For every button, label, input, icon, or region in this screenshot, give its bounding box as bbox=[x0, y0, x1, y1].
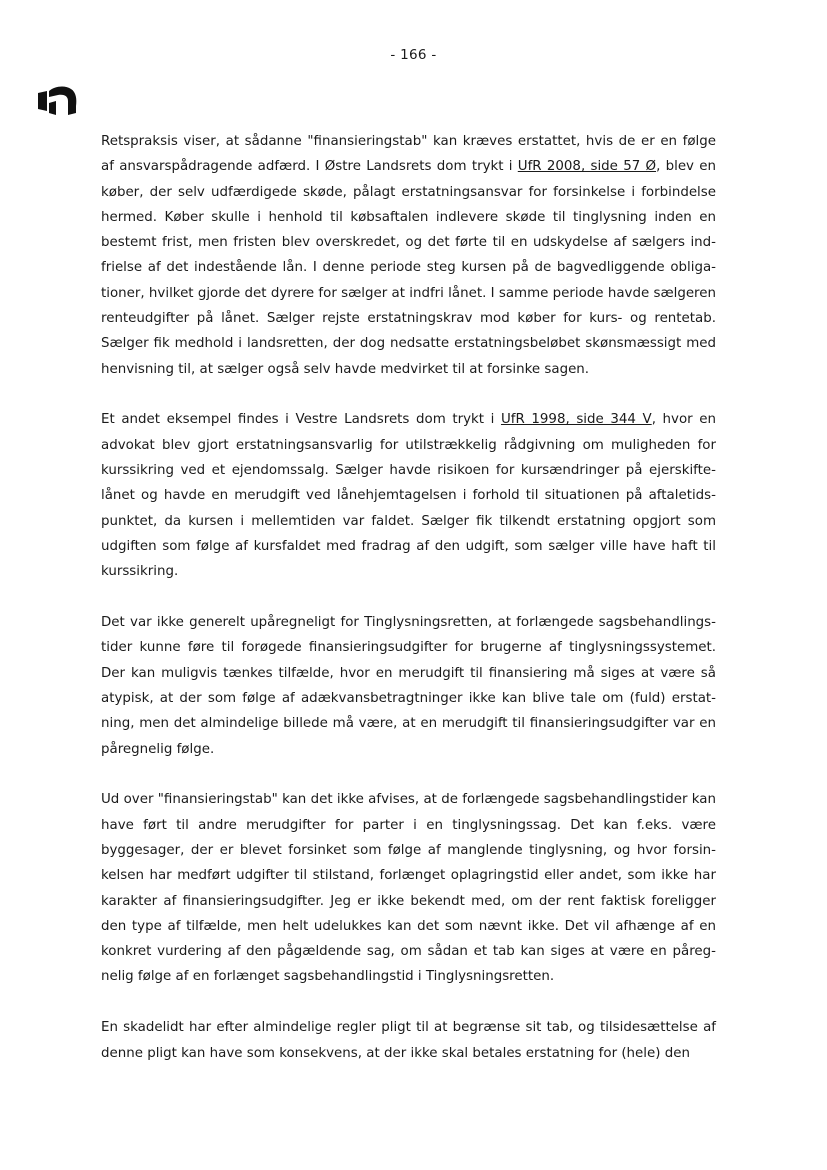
case-reference-link[interactable]: UfR 2008, side 57 Ø bbox=[517, 159, 657, 175]
page-number: - 166 - bbox=[390, 47, 437, 63]
paragraph-text: Det var ikke generelt upåregneligt for Tinglysningsretten, at forlængede sagsbehandlingstider kunne føre til forøgede finansieringsudgifter for brugerne af tinglysningssystemet. Der kan muligvis tænkes tilfælde, hvor en merudgift til finansiering må siges at være så atypisk, at der som følge af adækvansbetragtninger ikke kan blive tale om (fuld) erstatning, men det almindelige billede må være, at en merudgift til finansieringsudgifter var en påregnelig følge. bbox=[101, 615, 716, 757]
case-reference-link[interactable]: UfR 1998, side 344 V bbox=[500, 412, 652, 428]
paragraph-text: Ud over "finansieringstab" kan det ikke afvises, at de forlængede sagsbehandlingstider kan have ført til andre merudgifter for parter i en tinglysningssag. Det kan f.eks. være byggesager, der er blevet forsinket som følge af manglende tinglysning, og hvor forsinkelsen har medført udgifter til stilstand, forlænget oplagringstid eller andet, som ikke har karakter af finansieringsudgifter. Jeg er ikke bekendt med, om der rent faktisk foreligger den type af tilfælde, men helt udelukkes kan det som nævnt ikke. Det vil afhænge af en konkret vurdering af den pågældende sag, om sådan et tab kan siges at være en påregnelig følge af en forlænget sagsbehandlingstid i Tinglysningsretten. bbox=[101, 792, 716, 985]
paragraph-text: En skadelidt har efter almindelige regler pligt til at begrænse sit tab, og tilsidesættelse af denne pligt kan have som konsekvens, at der ikke skal betales erstatning for (hele) den bbox=[101, 1020, 716, 1061]
paragraph-text: , hvor en advokat blev gjort erstatningsansvarlig for utilstrækkelig rådgivning om muligheden for kurssikring ved et ejendomssalg. Sælger havde risikoen for kursændringer på ejerskiftelånet og havde en merudgift ved lånehjemtagelsen i forhold til situationen på aftaletidspunktet, da kursen i mellemtiden var faldet. Sælger fik tilkendt erstatning opgjort som udgiften som følge af kursfaldet med fradrag af den udgift, som sælger ville have haft til kurssikring. bbox=[101, 412, 716, 580]
paragraph bbox=[101, 407, 716, 584]
paragraph bbox=[101, 129, 716, 382]
domstol-logo-icon bbox=[35, 84, 79, 118]
paragraph-text: Et andet eksempel findes i Vestre Landsrets dom trykt i bbox=[101, 412, 501, 428]
document-body bbox=[101, 129, 716, 1091]
paragraph bbox=[101, 1015, 716, 1066]
paragraph-text: Retspraksis viser, at sådanne "finansieringstab" kan kræves erstattet, hvis de er en følge af ansvarspådragende adfærd. I Østre Landsrets dom trykt i bbox=[101, 134, 716, 175]
paragraph bbox=[101, 610, 716, 762]
paragraph-text: , blev en køber, der selv udfærdigede skøde, pålagt erstatningsansvar for forsinkelse i forbindelse hermed. Køber skulle i henhold til købsaftalen indlevere skøde til tinglysning inden en bestemt frist, men fristen blev overskredet, og det førte til en udskydelse af sælgers indfrielse af det indestående lån. I denne periode steg kursen på de bagvedliggende obligationer, hvilket gjorde det dyrere for sælger at indfri lånet. I samme periode havde sælgeren renteudgifter på lånet. Sælger rejste erstatningskrav mod køber for kurs- og rentetab. Sælger fik medhold i landsretten, der dog nedsatte erstatningsbeløbet skønsmæssigt med henvisning til, at sælger også selv havde medvirket til at forsinke sagen. bbox=[101, 159, 716, 377]
paragraph bbox=[101, 787, 716, 989]
